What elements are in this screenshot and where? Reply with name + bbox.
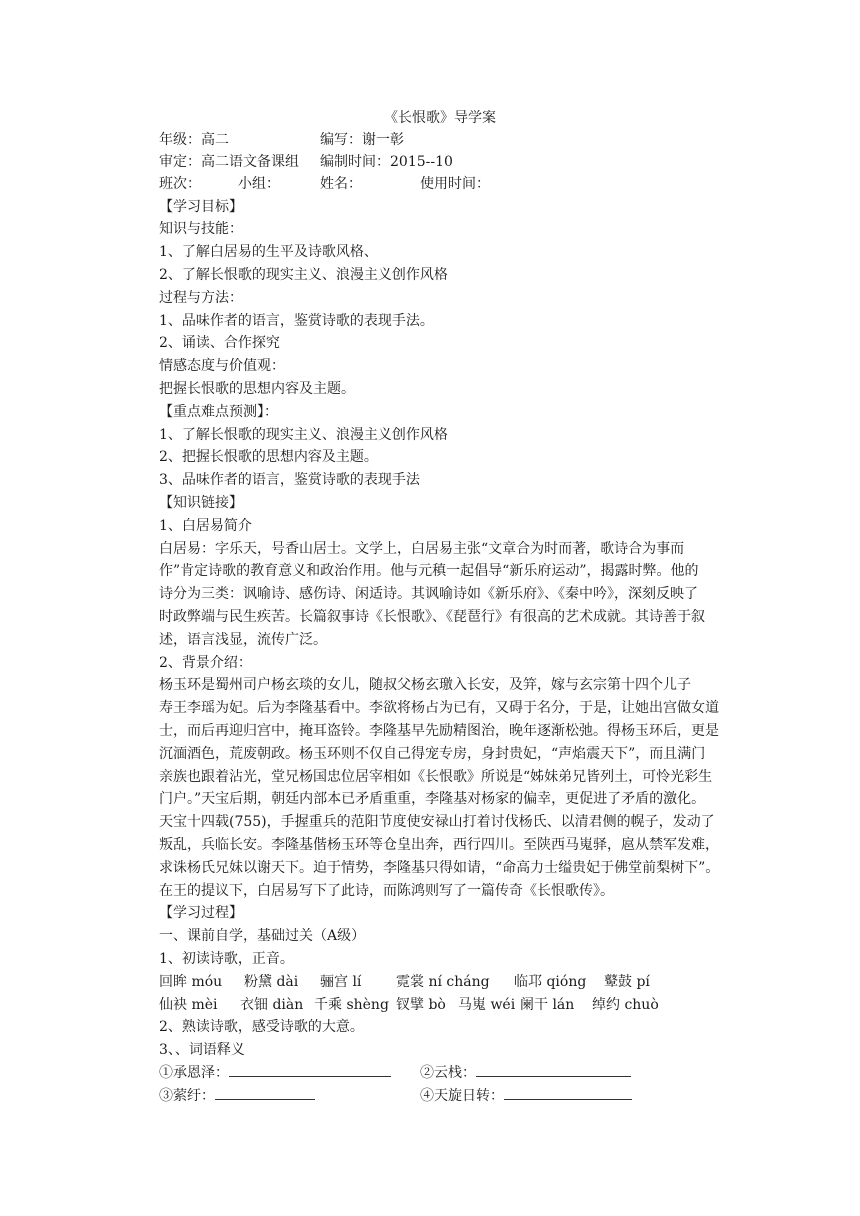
author-label: 编写：谢一彰 (320, 132, 404, 148)
bai-line-3: 诗分为三类：讽喻诗、感伤诗、闲适诗。其讽喻诗如《新乐府》、《秦中吟》，深刻反映了 (159, 586, 698, 602)
pinyin-item: 绰约 chuò (592, 997, 659, 1013)
question-1: 1、初读诗歌，正音。 (159, 951, 294, 967)
term-4-label: ④天旋日转： (420, 1088, 504, 1104)
bai-intro-heading: 1、白居易简介 (159, 518, 252, 534)
bg-line-9: 求诛杨氏兄妹以谢天下。迫于情势，李隆基只得如请，“命高力士缢贵妃于佛堂前梨树下”。 (159, 860, 720, 876)
focus-item-2: 2、把握长恨歌的思想内容及主题。 (159, 449, 378, 465)
bg-line-8: 叛乱，兵临长安。李隆基偕杨玉环等仓皇出奔，西行四川。至陕西马嵬驿，扈从禁军发难， (159, 837, 719, 853)
grade-label: 年级：高二 (159, 132, 229, 148)
term-4 (420, 1085, 632, 1107)
bg-line-5: 亲族也跟着沾光，堂兄杨国忠位居宰相如《长恨歌》所说是“姊妹弟兄皆列土，可怜光彩生 (159, 769, 713, 785)
pinyin-item: 骊宫 lí (320, 974, 362, 990)
pinyin-item: 临邛 qióng (514, 974, 587, 990)
background-heading: 2、背景介绍： (159, 655, 252, 671)
name-label: 姓名： (320, 176, 362, 192)
class-label: 班次： (159, 176, 201, 192)
process-item-1: 1、品味作者的语言，鉴赏诗歌的表现手法。 (159, 313, 434, 329)
term-4-blank[interactable] (504, 1085, 632, 1100)
term-2-label: ②云栈： (420, 1065, 476, 1081)
term-2 (420, 1062, 631, 1084)
term-2-blank[interactable] (476, 1062, 631, 1077)
knowledge-heading: 知识与技能： (159, 221, 243, 237)
term-1-label: ①承恩泽： (159, 1065, 229, 1081)
term-3 (159, 1085, 315, 1107)
pinyin-item: 马嵬 wéi (458, 997, 516, 1013)
focus-heading: 【重点难点预测】： (159, 404, 278, 420)
links-heading: 【知识链接】 (159, 495, 243, 511)
term-3-label: ③萦纡： (159, 1088, 215, 1104)
bg-line-6: 门户。”天宝后期，朝廷内部本已矛盾重重，李隆基对杨家的偏幸，更促进了矛盾的激化。 (159, 791, 706, 807)
question-3: 3、、词语释义 (159, 1042, 245, 1058)
term-3-blank[interactable] (215, 1085, 315, 1100)
bai-line-1: 白居易：字乐天，号香山居士。文学上，白居易主张“文章合为时而著，歌诗合为事而 (159, 541, 685, 557)
learning-process-heading: 【学习过程】 (159, 905, 243, 921)
knowledge-item-1: 1、了解白居易的生平及诗歌风格、 (159, 244, 378, 260)
emotion-heading: 情感态度与价值观： (159, 358, 285, 374)
question-2: 2、熟读诗歌，感受诗歌的大意。 (159, 1019, 364, 1035)
pinyin-item: 千乘 shèng (314, 997, 389, 1013)
bg-line-4: 沉湎酒色，荒废朝政。杨玉环则不仅自己得宠专房，身封贵妃，“声焰震天下”，而且满门 (159, 746, 706, 762)
pinyin-item: 衣钿 diàn (240, 997, 304, 1013)
pinyin-item: 钗擘 bò (396, 997, 446, 1013)
process-method-heading: 过程与方法： (159, 290, 243, 306)
group-label: 小组： (238, 176, 280, 192)
bai-line-5: 述，语言浅显，流传广泛。 (159, 632, 327, 648)
term-1 (159, 1062, 391, 1084)
knowledge-item-2: 2、了解长恨歌的现实主义、浪漫主义创作风格 (159, 267, 448, 283)
process-item-2: 2、诵读、合作探究 (159, 335, 280, 351)
focus-item-1: 1、了解长恨歌的现实主义、浪漫主义创作风格 (159, 427, 448, 443)
bai-line-2: 作”肯定诗歌的教育意义和政治作用。他与元稹一起倡导“新乐府运动”，揭露时弊。他的 (159, 563, 699, 579)
pinyin-item: 粉黛 dài (244, 974, 299, 990)
bg-line-10: 在王的提议下，白居易写下了此诗，而陈鸿则写了一篇传奇《长恨歌传》。 (159, 883, 614, 899)
pinyin-item: 回眸 móu (159, 974, 223, 990)
date-label: 编制时间：2015--10 (320, 154, 453, 170)
bai-line-4: 时政弊端与民生疾苦。长篇叙事诗《长恨歌》、《琵琶行》有很高的艺术成就。其诗善于叙 (159, 609, 705, 625)
bg-line-7: 天宝十四载(755)，手握重兵的范阳节度使安禄山打着讨伐杨氏、以清君侧的幌子，发动了 (159, 814, 715, 830)
use-time-label: 使用时间： (420, 176, 490, 192)
bg-line-1: 杨玉环是蜀州司户杨玄琰的女儿，随叔父杨玄璬入长安，及笄，嫁与玄宗第十四个儿子 (159, 677, 691, 693)
term-1-blank[interactable] (229, 1062, 391, 1077)
pinyin-item: 阑干 lán (520, 997, 575, 1013)
focus-item-3: 3、品味作者的语言，鉴赏诗歌的表现手法 (159, 472, 420, 488)
bg-line-2: 寿王李瑶为妃。后为李隆基看中。李欲将杨占为已有，又碍于名分，于是，让她出宫做女道 (159, 700, 719, 716)
pinyin-item: 霓裳 ní cháng (396, 974, 490, 990)
part-one-heading: 一、课前自学，基础过关（A级） (159, 928, 366, 944)
pinyin-item: 鼙鼓 pí (604, 974, 650, 990)
emotion-item-1: 把握长恨歌的思想内容及主题。 (159, 381, 355, 397)
goals-heading: 【学习目标】 (159, 199, 243, 215)
reviewer-label: 审定：高二语文备课组 (159, 154, 299, 170)
document-title: 《长恨歌》导学案 (384, 110, 496, 126)
bg-line-3: 士，而后再迎归宫中，掩耳盗铃。李隆基早先励精图治，晚年逐渐松弛。得杨玉环后，更是 (159, 723, 719, 739)
pinyin-item: 仙袂 mèi (159, 997, 218, 1013)
